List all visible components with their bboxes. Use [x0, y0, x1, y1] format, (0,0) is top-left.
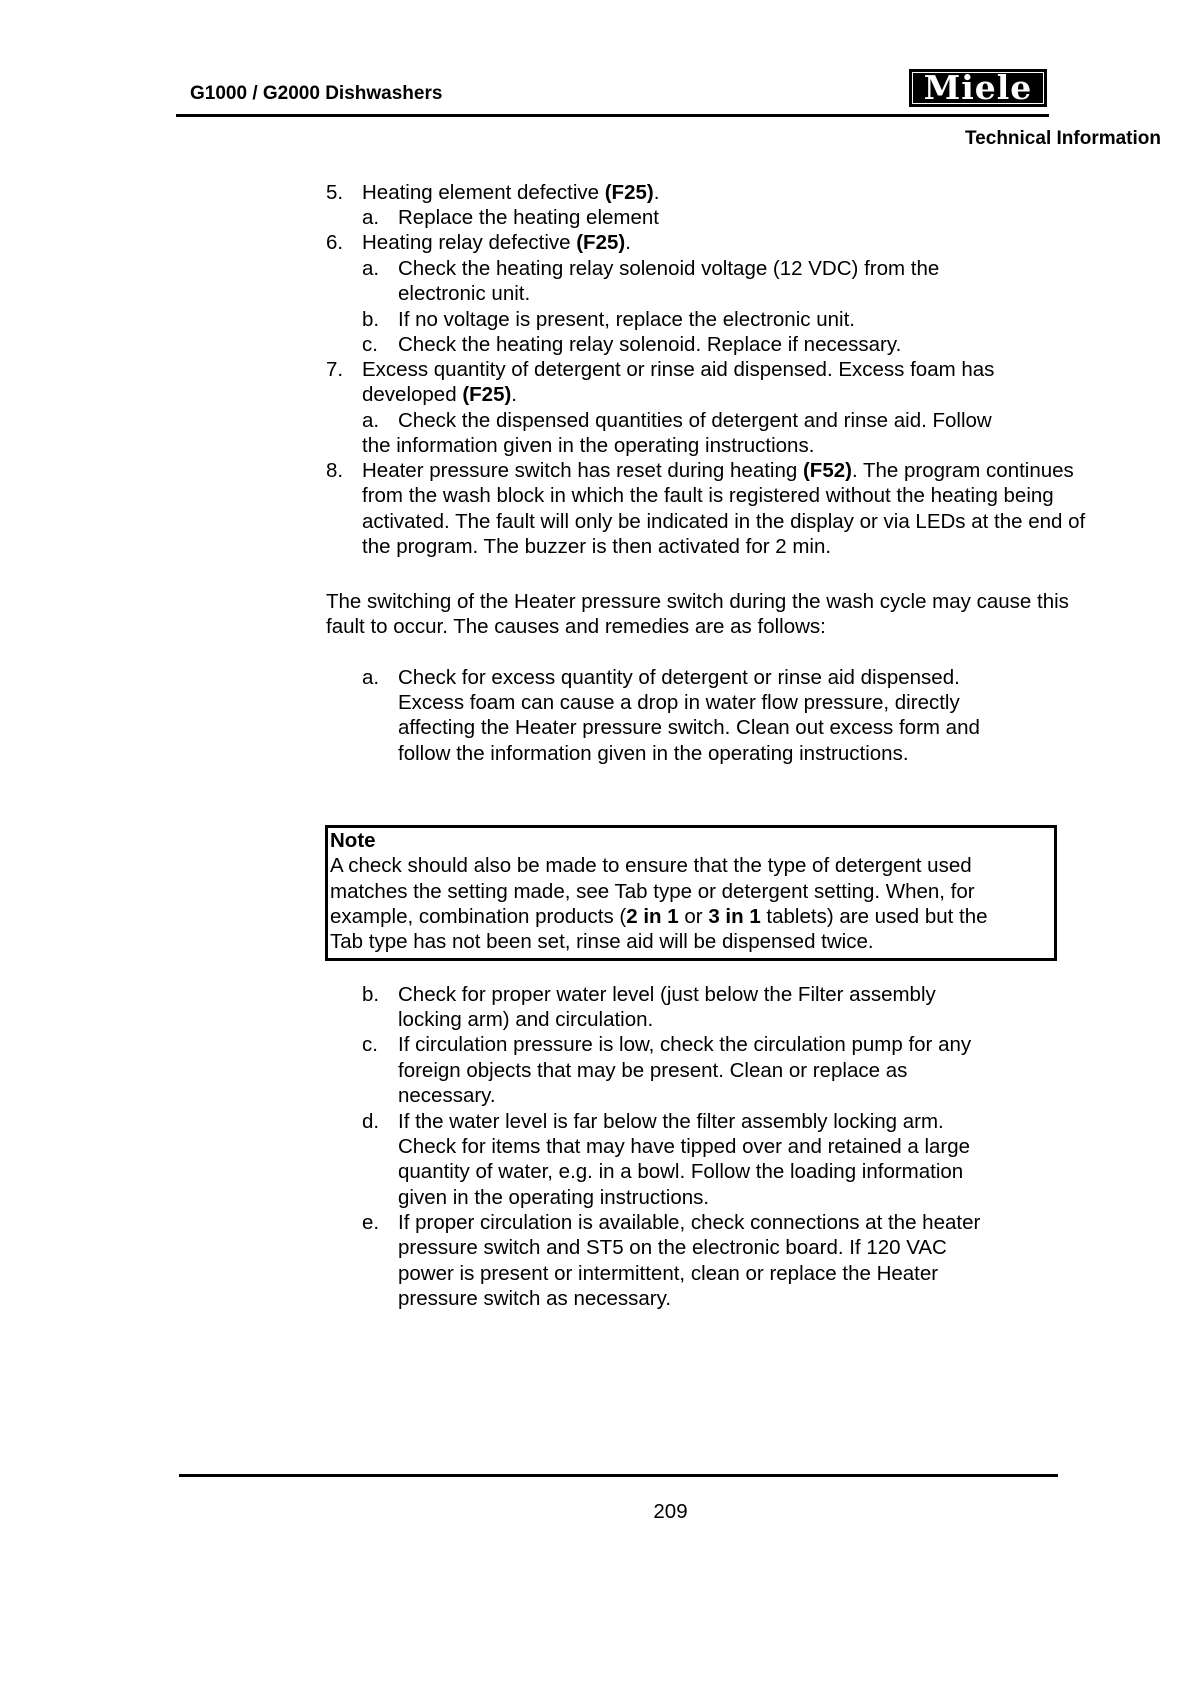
item-text: activated. The fault will only be indicated in the display or via LEDs at the end of — [362, 510, 1086, 533]
item-text: Heating relay defective (F25). — [362, 231, 631, 254]
sub-item-text: electronic unit. — [398, 282, 531, 305]
note-text: matches the setting made, see Tab type or detergent setting. When, for — [330, 880, 975, 903]
cause-text: Check for excess quantity of detergent or rinse aid dispensed. — [398, 666, 960, 689]
item-text: Heater pressure switch has reset during heating (F52). The program continues — [362, 459, 1074, 482]
page-number: 209 — [653, 1500, 688, 1523]
fault-code: (F25) — [604, 181, 654, 204]
cause-text: If the water level is far below the filter assembly locking arm. — [398, 1110, 944, 1133]
note-box — [325, 825, 1057, 961]
cause-letter: d. — [362, 1110, 380, 1133]
fault-code: (F25) — [576, 231, 626, 254]
item-text: Heating element defective (F25). — [362, 181, 660, 204]
cause-text: follow the information given in the operating instructions. — [398, 742, 909, 765]
cause-text: affecting the Heater pressure switch. Clean out excess form and — [398, 716, 980, 739]
cause-text: If circulation pressure is low, check the circulation pump for any — [398, 1033, 972, 1056]
fault-code: (F25) — [462, 383, 512, 406]
cause-letter: c. — [362, 1033, 378, 1056]
fault-code: (F52) — [802, 459, 852, 482]
cause-text: pressure switch as necessary. — [398, 1287, 672, 1310]
item-number: 6. — [326, 231, 344, 254]
document-title: G1000 / G2000 Dishwashers — [190, 83, 443, 104]
note-title: Note — [330, 829, 376, 852]
item-text: from the wash block in which the fault is registered without the heating being — [362, 484, 1054, 507]
section-title: Technical Information — [964, 128, 1161, 149]
sub-item-text: If no voltage is present, replace the electronic unit. — [398, 308, 855, 331]
item-text: the program. The buzzer is then activated for 2 min. — [362, 535, 832, 558]
cause-text: Excess foam can cause a drop in water flow pressure, directly — [398, 691, 960, 714]
miele-logo: Miele — [909, 69, 1047, 107]
cause-text: pressure switch and ST5 on the electronic board. If 120 VAC — [398, 1236, 947, 1259]
sub-item-text: Check the heating relay solenoid voltage (12 VDC) from the — [398, 257, 940, 280]
sub-item-letter: a. — [362, 409, 380, 432]
item-number: 5. — [326, 181, 344, 204]
cause-text: locking arm) and circulation. — [398, 1008, 654, 1031]
cause-letter: b. — [362, 983, 380, 1006]
sub-item-letter: a. — [362, 257, 380, 280]
item-number: 7. — [326, 358, 344, 381]
footer-rule — [179, 1474, 1058, 1477]
cause-text: foreign objects that may be present. Clean or replace as — [398, 1059, 908, 1082]
sub-item-text: Check the dispensed quantities of detergent and rinse aid. Follow — [398, 409, 992, 432]
note-text: example, combination products (2 in 1 or 3 in 1 tablets) are used but the — [330, 905, 988, 928]
note-text: Tab type has not been set, rinse aid will be dispensed twice. — [330, 930, 874, 953]
sub-item-letter: b. — [362, 308, 380, 331]
cause-text: Check for proper water level (just below the Filter assembly — [398, 983, 936, 1006]
sub-item-text: the information given in the operating instructions. — [362, 434, 815, 457]
cause-text: If proper circulation is available, check connections at the heater — [398, 1211, 981, 1234]
item-number: 8. — [326, 459, 344, 482]
cause-text: Check for items that may have tipped over and retained a large — [398, 1135, 971, 1158]
note-text: A check should also be made to ensure that the type of detergent used — [330, 854, 972, 877]
sub-item-text: Check the heating relay solenoid. Replace if necessary. — [398, 333, 902, 356]
header-rule — [176, 114, 1049, 117]
sub-item-text: Replace the heating element — [398, 206, 659, 229]
cause-text: given in the operating instructions. — [398, 1186, 710, 1209]
sub-item-letter: c. — [362, 333, 378, 356]
item-text: Excess quantity of detergent or rinse aid dispensed. Excess foam has — [362, 358, 995, 381]
cause-letter: a. — [362, 666, 380, 689]
cause-letter: e. — [362, 1211, 380, 1234]
cause-text: necessary. — [398, 1084, 496, 1107]
sub-item-letter: a. — [362, 206, 380, 229]
item-text: developed (F25). — [362, 383, 517, 406]
cause-text: quantity of water, e.g. in a bowl. Follow the loading information — [398, 1160, 964, 1183]
cause-text: power is present or intermittent, clean or replace the Heater — [398, 1262, 939, 1285]
